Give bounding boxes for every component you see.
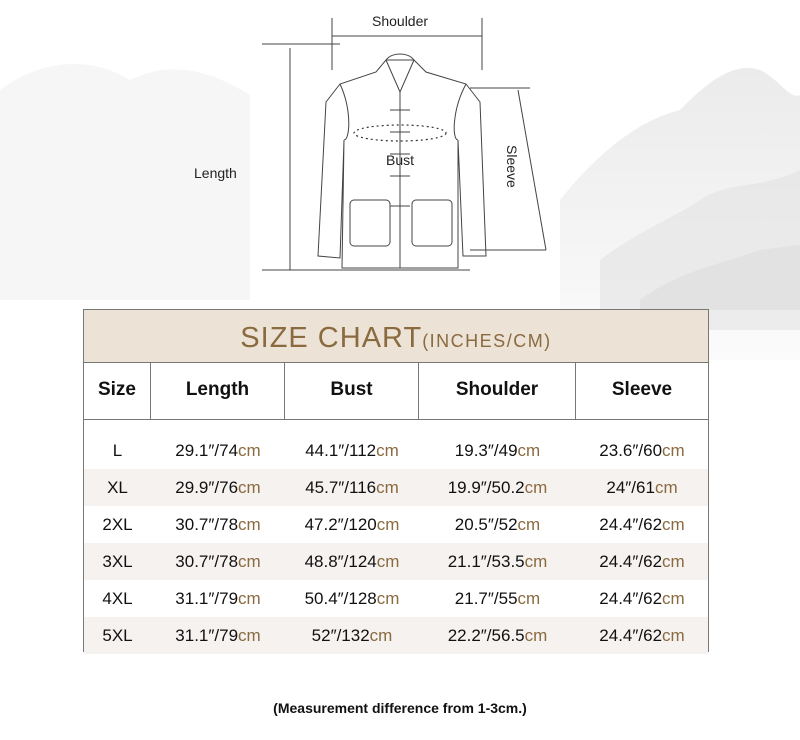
cell-length: 31.1″/79cm xyxy=(175,626,261,645)
cell-size: XL xyxy=(107,478,128,497)
table-row xyxy=(84,432,708,469)
unit-cm: cm xyxy=(662,589,685,608)
cell-bust: 47.2″/120cm xyxy=(304,515,400,534)
unit-cm: cm xyxy=(524,552,548,571)
cell-length: 29.9″/76cm xyxy=(175,478,261,497)
table-header-row xyxy=(84,363,708,420)
header-shoulder: Shoulder xyxy=(419,363,576,419)
unit-cm: cm xyxy=(376,515,400,534)
unit-cm: cm xyxy=(238,515,261,534)
unit-cm: cm xyxy=(369,626,393,645)
table-row xyxy=(84,506,708,543)
table-row xyxy=(84,469,708,506)
table-row xyxy=(84,580,708,617)
size-chart-title-unit: (INCHES/CM) xyxy=(422,331,552,351)
unit-cm: cm xyxy=(238,478,261,497)
cell-size: 5XL xyxy=(102,626,133,645)
cell-size: 2XL xyxy=(102,515,133,534)
unit-cm: cm xyxy=(524,478,548,497)
table-row xyxy=(84,617,708,654)
cell-bust: 50.4″/128cm xyxy=(304,589,400,608)
cell-shoulder: 21.7″/55cm xyxy=(454,589,541,608)
unit-cm: cm xyxy=(238,441,261,460)
cell-sleeve: 24″/61cm xyxy=(606,478,678,497)
header-sleeve: Sleeve xyxy=(611,379,673,400)
header-size: Size xyxy=(84,363,151,419)
unit-cm: cm xyxy=(654,478,678,497)
cell-shoulder: 19.9″/50.2cm xyxy=(447,478,548,497)
cell-shoulder: 21.1″/53.5cm xyxy=(447,552,548,571)
unit-cm: cm xyxy=(238,626,261,645)
cell-size: 3XL xyxy=(102,552,133,571)
size-chart-title-main: SIZE CHART xyxy=(240,322,423,354)
cell-shoulder: 19.3″/49cm xyxy=(454,441,541,460)
cell-length: 30.7″/78cm xyxy=(175,552,261,571)
shoulder-label: Shoulder xyxy=(372,13,429,29)
header-length: Length xyxy=(151,363,285,419)
cell-bust: 48.8″/124cm xyxy=(304,552,400,571)
cell-sleeve: 24.4″/62cm xyxy=(599,589,685,608)
unit-cm: cm xyxy=(517,441,541,460)
unit-cm: cm xyxy=(376,441,399,460)
unit-cm: cm xyxy=(376,478,399,497)
size-chart-title xyxy=(84,310,708,363)
unit-cm: cm xyxy=(662,626,685,645)
cell-sleeve: 24.4″/62cm xyxy=(599,515,685,534)
measurement-footnote: (Measurement difference from 1-3cm.) xyxy=(273,700,527,716)
cell-length: 31.1″/79cm xyxy=(175,589,261,608)
cell-shoulder: 20.5″/52cm xyxy=(454,515,541,534)
cell-size: 4XL xyxy=(102,589,133,608)
unit-cm: cm xyxy=(376,589,400,608)
cell-length: 29.1″/74cm xyxy=(175,441,261,460)
unit-cm: cm xyxy=(662,441,685,460)
table-row xyxy=(84,543,708,580)
cell-length: 30.7″/78cm xyxy=(175,515,261,534)
cell-shoulder: 22.2″/56.5cm xyxy=(447,626,548,645)
cell-sleeve: 24.4″/62cm xyxy=(599,626,685,645)
unit-cm: cm xyxy=(517,589,541,608)
unit-cm: cm xyxy=(662,552,685,571)
size-chart-table xyxy=(83,309,709,652)
header-bust: Bust xyxy=(285,363,419,419)
cell-size: L xyxy=(112,441,123,460)
unit-cm: cm xyxy=(517,515,541,534)
table-body xyxy=(84,420,708,654)
unit-cm: cm xyxy=(238,552,261,571)
unit-cm: cm xyxy=(238,589,261,608)
unit-cm: cm xyxy=(376,552,400,571)
jacket-diagram xyxy=(180,0,580,290)
unit-cm: cm xyxy=(524,626,548,645)
cell-sleeve: 24.4″/62cm xyxy=(599,552,685,571)
length-label: Length xyxy=(194,165,237,181)
sleeve-label: Sleeve xyxy=(504,145,520,188)
cell-bust: 45.7″/116cm xyxy=(305,478,399,497)
unit-cm: cm xyxy=(662,515,685,534)
bust-label: Bust xyxy=(386,152,415,168)
cell-sleeve: 23.6″/60cm xyxy=(599,441,685,460)
cell-bust: 52″/132cm xyxy=(311,626,393,645)
cell-bust: 44.1″/112cm xyxy=(305,441,399,460)
